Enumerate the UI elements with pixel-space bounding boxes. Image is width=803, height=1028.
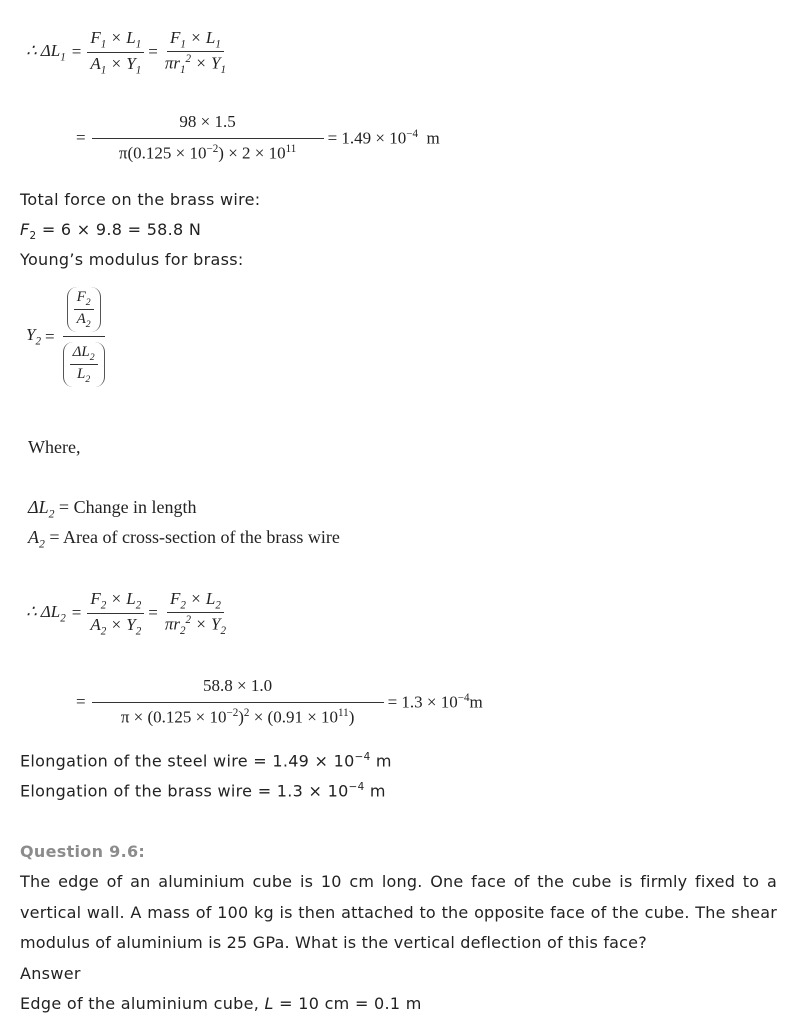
eq2-denominator: $\pi(0.125 \times 10^{-2}) \times 2 \times 10^{11}$ — [118, 143, 297, 163]
eq5-result: = $1.3 \times 10^{-4}m$ — [387, 691, 483, 712]
eq4-frac-1: $\frac{F_2 \times L_2}{A_2 \times Y_2}$ — [87, 589, 144, 637]
question-body: The edge of an aluminium cube is 10 cm long. One face of the cube is firmly fixed to a vertical wall. A mass of 100 kg is then attached to the opposite face of the cube. The shear modulus of aluminium is 25 GPa. What is the vertical deflection of this face? — [20, 872, 777, 952]
brass-elongation-text: Elongation of the brass wire = $1.3 \times 10^{-4}$ m — [20, 781, 386, 801]
eq2-numerator: 98 × 1.5 — [92, 112, 324, 139]
eq3-frac: $\frac{\frac{F_2}{A_2}}{\frac{\Delta L_2}{L_2}}$ — [59, 284, 109, 389]
eq4-frac-2: $\frac{F_2 \times L_2}{\pi r_2^2 \times Y_2}$ — [164, 589, 226, 638]
youngs-modulus-text: Young’s modulus for brass: — [20, 250, 244, 269]
equation-delta-l2-value: = $\frac{58.8 \times 1.0}{\pi \times (0.125 \times 10^{-2})^2 \times (0.91 \times 10^{11})}$ = $1.3 \times 10^{-4}m$ — [76, 676, 483, 727]
eq2-result: = $1.49 \times 10^{-4}$ m — [327, 127, 440, 148]
steel-elongation-text: Elongation of the steel wire = $1.49 \times 10^{-4}$ m — [20, 751, 392, 771]
equation-y2: $Y_2$ = $\frac{\frac{F_2}{A_2}}{\frac{\Delta L_2}{L_2}}$ — [26, 284, 109, 389]
equation-delta-l1-value: = $\frac{98 \times 1.5}{\pi(0.125 \times 10^{-2}) \times 2 \times 10^{11}}$ = $1.49 \times 10^{-4}$ m — [76, 112, 440, 163]
eq1-lhs: ∴ $\Delta L_1$ — [26, 41, 66, 64]
eq1-frac-1: $\frac{F_1 \times L_1}{A_1 \times Y_1}$ — [87, 28, 144, 76]
edge-text: Edge of the aluminium cube, L = 10 cm = 0.1 m — [20, 994, 422, 1013]
eq1-frac-2: $\frac{F_1 \times L_1}{\pi r_1^2 \times Y_1}$ — [164, 28, 226, 77]
where-dl2: $\Delta L_2$ = Change in length — [28, 497, 197, 521]
question-title: Question 9.6: — [20, 842, 146, 861]
eq5-frac — [92, 676, 384, 728]
where-a2: $A_2$ = Area of cross-section of the brass wire — [28, 527, 340, 551]
eq5-denominator: $\pi \times (0.125 \times 10^{-2})^2 \times (0.91 \times 10^{11})$ — [120, 707, 355, 727]
equation-delta-l1: ∴ $\Delta L_1$ = $\frac{F_1 \times L_1}{A_1 \times Y_1}$ = $\frac{F_1 \times L_1}{\pi r_1^2 \times Y_1}$ — [26, 28, 229, 76]
f2-equation: $F_2 = 6 \times 9.8 = 58.8$ N — [20, 220, 202, 243]
total-force-text: Total force on the brass wire: — [20, 190, 261, 209]
eq5-numerator: 58.8 × 1.0 — [92, 676, 384, 703]
eq2-frac — [92, 112, 324, 164]
answer-label: Answer — [20, 964, 81, 983]
equation-delta-l2: ∴ $\Delta L_2$ = $\frac{F_2 \times L_2}{A_2 \times Y_2}$ = $\frac{F_2 \times L_2}{\pi r_2^2 \times Y_2}$ — [26, 589, 229, 637]
where-label: Where, — [28, 437, 81, 457]
